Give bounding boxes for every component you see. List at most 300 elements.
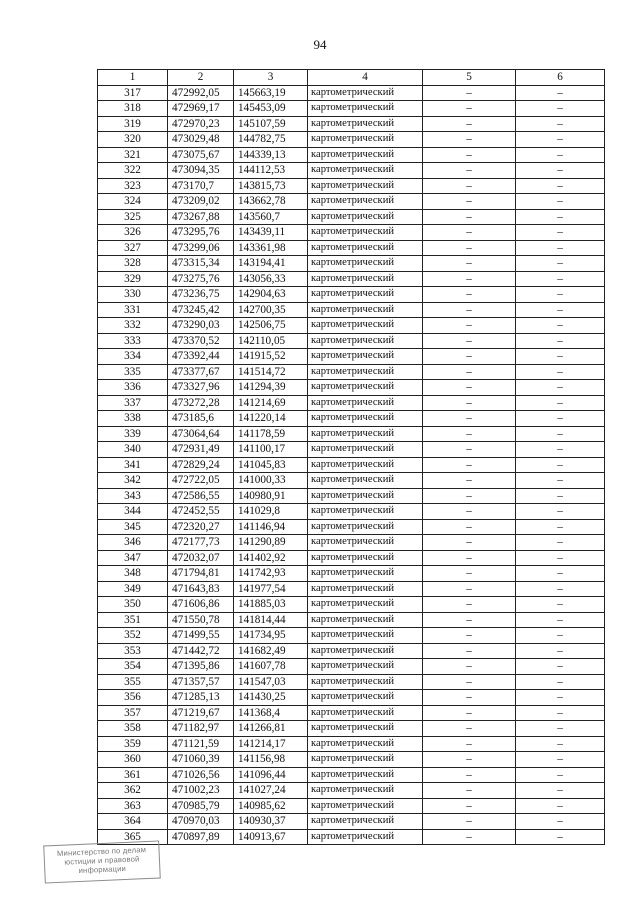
- table-row: [98, 566, 605, 582]
- table-row: [98, 333, 605, 349]
- point-number-cell: 342: [98, 473, 168, 489]
- point-number-cell: 324: [98, 194, 168, 210]
- method-cell: картометрический: [308, 736, 423, 752]
- col6-cell: –: [516, 380, 605, 396]
- col5-cell: –: [423, 504, 516, 520]
- col5-cell: –: [423, 488, 516, 504]
- x-coordinate-cell: 473275,76: [168, 271, 234, 287]
- y-coordinate-cell: 141607,78: [234, 659, 308, 675]
- method-cell: картометрический: [308, 628, 423, 644]
- y-coordinate-cell: 141742,93: [234, 566, 308, 582]
- method-cell: картометрический: [308, 411, 423, 427]
- x-coordinate-cell: 473267,88: [168, 209, 234, 225]
- method-cell: картометрический: [308, 566, 423, 582]
- y-coordinate-cell: 141146,94: [234, 519, 308, 535]
- x-coordinate-cell: 473290,03: [168, 318, 234, 334]
- table-row: [98, 349, 605, 365]
- table-row: [98, 395, 605, 411]
- col5-cell: –: [423, 674, 516, 690]
- point-number-cell: 345: [98, 519, 168, 535]
- x-coordinate-cell: 473029,48: [168, 132, 234, 148]
- table-row: [98, 442, 605, 458]
- table-row: [98, 752, 605, 768]
- point-number-cell: 355: [98, 674, 168, 690]
- y-coordinate-cell: 141029,8: [234, 504, 308, 520]
- point-number-cell: 357: [98, 705, 168, 721]
- method-cell: картометрический: [308, 194, 423, 210]
- col6-cell: –: [516, 674, 605, 690]
- x-coordinate-cell: 472177,73: [168, 535, 234, 551]
- x-coordinate-cell: 470970,03: [168, 814, 234, 830]
- x-coordinate-cell: 471643,83: [168, 581, 234, 597]
- point-number-cell: 346: [98, 535, 168, 551]
- y-coordinate-cell: 143194,41: [234, 256, 308, 272]
- x-coordinate-cell: 471060,39: [168, 752, 234, 768]
- point-number-cell: 318: [98, 101, 168, 117]
- y-coordinate-cell: 144112,53: [234, 163, 308, 179]
- col5-cell: –: [423, 566, 516, 582]
- y-coordinate-cell: 141814,44: [234, 612, 308, 628]
- method-cell: картометрический: [308, 225, 423, 241]
- method-cell: картометрический: [308, 721, 423, 737]
- col6-cell: –: [516, 566, 605, 582]
- col6-cell: –: [516, 829, 605, 845]
- col6-cell: –: [516, 659, 605, 675]
- col5-cell: –: [423, 101, 516, 117]
- col5-cell: –: [423, 581, 516, 597]
- table-row: [98, 829, 605, 845]
- method-cell: картометрический: [308, 767, 423, 783]
- col5-cell: –: [423, 256, 516, 272]
- col5-cell: –: [423, 519, 516, 535]
- col6-cell: –: [516, 612, 605, 628]
- col6-cell: –: [516, 767, 605, 783]
- y-coordinate-cell: 141214,69: [234, 395, 308, 411]
- col5-cell: –: [423, 411, 516, 427]
- coordinates-table: [97, 69, 605, 845]
- col5-cell: –: [423, 829, 516, 845]
- point-number-cell: 339: [98, 426, 168, 442]
- col5-cell: –: [423, 163, 516, 179]
- point-number-cell: 348: [98, 566, 168, 582]
- col5-cell: –: [423, 147, 516, 163]
- col6-cell: –: [516, 426, 605, 442]
- col5-cell: –: [423, 612, 516, 628]
- col5-cell: –: [423, 333, 516, 349]
- x-coordinate-cell: 472586,55: [168, 488, 234, 504]
- table-body: [98, 85, 605, 845]
- y-coordinate-cell: 141885,03: [234, 597, 308, 613]
- method-cell: картометрический: [308, 85, 423, 101]
- table-row: [98, 519, 605, 535]
- y-coordinate-cell: 142700,35: [234, 302, 308, 318]
- point-number-cell: 359: [98, 736, 168, 752]
- x-coordinate-cell: 473315,34: [168, 256, 234, 272]
- y-coordinate-cell: 141514,72: [234, 364, 308, 380]
- col6-cell: –: [516, 721, 605, 737]
- method-cell: картометрический: [308, 597, 423, 613]
- col6-cell: –: [516, 504, 605, 520]
- method-cell: картометрический: [308, 116, 423, 132]
- x-coordinate-cell: 472032,07: [168, 550, 234, 566]
- method-cell: картометрический: [308, 457, 423, 473]
- x-coordinate-cell: 471499,55: [168, 628, 234, 644]
- col5-cell: –: [423, 535, 516, 551]
- table-row: [98, 767, 605, 783]
- point-number-cell: 329: [98, 271, 168, 287]
- point-number-cell: 327: [98, 240, 168, 256]
- y-coordinate-cell: 141402,92: [234, 550, 308, 566]
- x-coordinate-cell: 471550,78: [168, 612, 234, 628]
- table-row: [98, 318, 605, 334]
- table-row: [98, 271, 605, 287]
- y-coordinate-cell: 145663,19: [234, 85, 308, 101]
- col5-cell: –: [423, 705, 516, 721]
- method-cell: картометрический: [308, 302, 423, 318]
- y-coordinate-cell: 145107,59: [234, 116, 308, 132]
- table-row: [98, 535, 605, 551]
- x-coordinate-cell: 471395,86: [168, 659, 234, 675]
- col5-cell: –: [423, 628, 516, 644]
- col6-cell: –: [516, 287, 605, 303]
- y-coordinate-cell: 143056,33: [234, 271, 308, 287]
- x-coordinate-cell: 473299,06: [168, 240, 234, 256]
- col6-cell: –: [516, 209, 605, 225]
- y-coordinate-cell: 141294,39: [234, 380, 308, 396]
- method-cell: картометрический: [308, 271, 423, 287]
- point-number-cell: 344: [98, 504, 168, 520]
- col6-cell: –: [516, 814, 605, 830]
- col5-cell: –: [423, 132, 516, 148]
- table-row: [98, 783, 605, 799]
- point-number-cell: 363: [98, 798, 168, 814]
- point-number-cell: 320: [98, 132, 168, 148]
- point-number-cell: 347: [98, 550, 168, 566]
- method-cell: картометрический: [308, 659, 423, 675]
- col6-cell: –: [516, 705, 605, 721]
- table-row: [98, 457, 605, 473]
- point-number-cell: 351: [98, 612, 168, 628]
- method-cell: картометрический: [308, 581, 423, 597]
- y-coordinate-cell: 143815,73: [234, 178, 308, 194]
- x-coordinate-cell: 470985,79: [168, 798, 234, 814]
- x-coordinate-cell: 473209,02: [168, 194, 234, 210]
- point-number-cell: 360: [98, 752, 168, 768]
- col6-cell: –: [516, 442, 605, 458]
- y-coordinate-cell: 141682,49: [234, 643, 308, 659]
- col5-cell: –: [423, 364, 516, 380]
- table-row: [98, 721, 605, 737]
- x-coordinate-cell: 472931,49: [168, 442, 234, 458]
- col6-cell: –: [516, 225, 605, 241]
- method-cell: картометрический: [308, 814, 423, 830]
- x-coordinate-cell: 473295,76: [168, 225, 234, 241]
- x-coordinate-cell: 472452,55: [168, 504, 234, 520]
- x-coordinate-cell: 472829,24: [168, 457, 234, 473]
- table-row: [98, 194, 605, 210]
- col5-cell: –: [423, 643, 516, 659]
- method-cell: картометрический: [308, 101, 423, 117]
- table-header-row: [98, 70, 605, 86]
- y-coordinate-cell: 141100,17: [234, 442, 308, 458]
- table-row: [98, 225, 605, 241]
- y-coordinate-cell: 141430,25: [234, 690, 308, 706]
- x-coordinate-cell: 473327,96: [168, 380, 234, 396]
- point-number-cell: 354: [98, 659, 168, 675]
- method-cell: картометрический: [308, 364, 423, 380]
- y-coordinate-cell: 141734,95: [234, 628, 308, 644]
- col6-cell: –: [516, 240, 605, 256]
- x-coordinate-cell: 471182,97: [168, 721, 234, 737]
- col5-cell: –: [423, 767, 516, 783]
- y-coordinate-cell: 143560,7: [234, 209, 308, 225]
- col5-cell: –: [423, 736, 516, 752]
- method-cell: картометрический: [308, 829, 423, 845]
- point-number-cell: 353: [98, 643, 168, 659]
- y-coordinate-cell: 141096,44: [234, 767, 308, 783]
- method-cell: картометрический: [308, 535, 423, 551]
- table-row: [98, 364, 605, 380]
- col5-cell: –: [423, 271, 516, 287]
- point-number-cell: 341: [98, 457, 168, 473]
- x-coordinate-cell: 472969,17: [168, 101, 234, 117]
- y-coordinate-cell: 144339,13: [234, 147, 308, 163]
- y-coordinate-cell: 140930,37: [234, 814, 308, 830]
- table-row: [98, 736, 605, 752]
- table-row: [98, 504, 605, 520]
- point-number-cell: 340: [98, 442, 168, 458]
- col5-cell: –: [423, 798, 516, 814]
- col6-cell: –: [516, 783, 605, 799]
- method-cell: картометрический: [308, 287, 423, 303]
- col5-cell: –: [423, 395, 516, 411]
- point-number-cell: 333: [98, 333, 168, 349]
- point-number-cell: 330: [98, 287, 168, 303]
- table-row: [98, 178, 605, 194]
- table-row: [98, 147, 605, 163]
- point-number-cell: 362: [98, 783, 168, 799]
- col6-cell: –: [516, 643, 605, 659]
- y-coordinate-cell: 142506,75: [234, 318, 308, 334]
- table-row: [98, 674, 605, 690]
- col5-cell: –: [423, 457, 516, 473]
- x-coordinate-cell: 473392,44: [168, 349, 234, 365]
- method-cell: картометрический: [308, 380, 423, 396]
- col5-cell: –: [423, 194, 516, 210]
- col5-cell: –: [423, 783, 516, 799]
- y-coordinate-cell: 141220,14: [234, 411, 308, 427]
- header-col-6: 6: [516, 70, 605, 86]
- y-coordinate-cell: 144782,75: [234, 132, 308, 148]
- col6-cell: –: [516, 798, 605, 814]
- x-coordinate-cell: 472970,23: [168, 116, 234, 132]
- x-coordinate-cell: 472722,05: [168, 473, 234, 489]
- method-cell: картометрический: [308, 395, 423, 411]
- y-coordinate-cell: 140913,67: [234, 829, 308, 845]
- x-coordinate-cell: 471794,81: [168, 566, 234, 582]
- table-row: [98, 380, 605, 396]
- table-row: [98, 256, 605, 272]
- y-coordinate-cell: 141368,4: [234, 705, 308, 721]
- x-coordinate-cell: 473377,67: [168, 364, 234, 380]
- x-coordinate-cell: 473094,35: [168, 163, 234, 179]
- x-coordinate-cell: 471606,86: [168, 597, 234, 613]
- table-row: [98, 163, 605, 179]
- col6-cell: –: [516, 163, 605, 179]
- point-number-cell: 335: [98, 364, 168, 380]
- method-cell: картометрический: [308, 132, 423, 148]
- col5-cell: –: [423, 209, 516, 225]
- col5-cell: –: [423, 240, 516, 256]
- point-number-cell: 336: [98, 380, 168, 396]
- x-coordinate-cell: 473170,7: [168, 178, 234, 194]
- method-cell: картометрический: [308, 612, 423, 628]
- col6-cell: –: [516, 550, 605, 566]
- col6-cell: –: [516, 752, 605, 768]
- point-number-cell: 352: [98, 628, 168, 644]
- table-row: [98, 581, 605, 597]
- table-row: [98, 209, 605, 225]
- table-row: [98, 411, 605, 427]
- col5-cell: –: [423, 318, 516, 334]
- point-number-cell: 358: [98, 721, 168, 737]
- table-row: [98, 814, 605, 830]
- table-row: [98, 628, 605, 644]
- point-number-cell: 319: [98, 116, 168, 132]
- table-row: [98, 488, 605, 504]
- col5-cell: –: [423, 442, 516, 458]
- y-coordinate-cell: 141547,03: [234, 674, 308, 690]
- point-number-cell: 317: [98, 85, 168, 101]
- header-col-4: 4: [308, 70, 423, 86]
- x-coordinate-cell: 473236,75: [168, 287, 234, 303]
- y-coordinate-cell: 141290,89: [234, 535, 308, 551]
- header-col-5: 5: [423, 70, 516, 86]
- point-number-cell: 343: [98, 488, 168, 504]
- method-cell: картометрический: [308, 519, 423, 535]
- col6-cell: –: [516, 488, 605, 504]
- col6-cell: –: [516, 581, 605, 597]
- table-row: [98, 612, 605, 628]
- y-coordinate-cell: 142904,63: [234, 287, 308, 303]
- method-cell: картометрический: [308, 798, 423, 814]
- col5-cell: –: [423, 721, 516, 737]
- x-coordinate-cell: 473272,28: [168, 395, 234, 411]
- y-coordinate-cell: 141214,17: [234, 736, 308, 752]
- point-number-cell: 338: [98, 411, 168, 427]
- y-coordinate-cell: 141000,33: [234, 473, 308, 489]
- x-coordinate-cell: 472320,27: [168, 519, 234, 535]
- col5-cell: –: [423, 690, 516, 706]
- col6-cell: –: [516, 349, 605, 365]
- method-cell: картометрический: [308, 147, 423, 163]
- col5-cell: –: [423, 302, 516, 318]
- table-row: [98, 597, 605, 613]
- col6-cell: –: [516, 736, 605, 752]
- y-coordinate-cell: 140985,62: [234, 798, 308, 814]
- col5-cell: –: [423, 287, 516, 303]
- y-coordinate-cell: 141156,98: [234, 752, 308, 768]
- col5-cell: –: [423, 473, 516, 489]
- col6-cell: –: [516, 395, 605, 411]
- header-col-1: 1: [98, 70, 168, 86]
- x-coordinate-cell: 471026,56: [168, 767, 234, 783]
- method-cell: картометрический: [308, 240, 423, 256]
- col5-cell: –: [423, 426, 516, 442]
- x-coordinate-cell: 473064,64: [168, 426, 234, 442]
- col6-cell: –: [516, 364, 605, 380]
- point-number-cell: 365: [98, 829, 168, 845]
- point-number-cell: 325: [98, 209, 168, 225]
- method-cell: картометрический: [308, 209, 423, 225]
- col6-cell: –: [516, 116, 605, 132]
- col6-cell: –: [516, 535, 605, 551]
- col6-cell: –: [516, 519, 605, 535]
- point-number-cell: 322: [98, 163, 168, 179]
- col6-cell: –: [516, 597, 605, 613]
- y-coordinate-cell: 141266,81: [234, 721, 308, 737]
- y-coordinate-cell: 140980,91: [234, 488, 308, 504]
- y-coordinate-cell: 143439,11: [234, 225, 308, 241]
- col5-cell: –: [423, 659, 516, 675]
- col5-cell: –: [423, 752, 516, 768]
- point-number-cell: 349: [98, 581, 168, 597]
- y-coordinate-cell: 143662,78: [234, 194, 308, 210]
- col5-cell: –: [423, 380, 516, 396]
- point-number-cell: 364: [98, 814, 168, 830]
- table-row: [98, 132, 605, 148]
- stamp: [43, 840, 161, 883]
- col6-cell: –: [516, 690, 605, 706]
- col6-cell: –: [516, 132, 605, 148]
- method-cell: картометрический: [308, 178, 423, 194]
- table-row: [98, 705, 605, 721]
- method-cell: картометрический: [308, 442, 423, 458]
- page-number: 94: [313, 37, 327, 52]
- x-coordinate-cell: 471121,59: [168, 736, 234, 752]
- table-row: [98, 287, 605, 303]
- header-col-3: 3: [234, 70, 308, 86]
- table-row: [98, 85, 605, 101]
- method-cell: картометрический: [308, 690, 423, 706]
- col6-cell: –: [516, 256, 605, 272]
- method-cell: картометрический: [308, 643, 423, 659]
- point-number-cell: 323: [98, 178, 168, 194]
- col6-cell: –: [516, 333, 605, 349]
- col6-cell: –: [516, 473, 605, 489]
- col5-cell: –: [423, 349, 516, 365]
- col6-cell: –: [516, 411, 605, 427]
- x-coordinate-cell: 471219,67: [168, 705, 234, 721]
- table-row: [98, 550, 605, 566]
- method-cell: картометрический: [308, 426, 423, 442]
- method-cell: картометрический: [308, 473, 423, 489]
- col5-cell: –: [423, 85, 516, 101]
- x-coordinate-cell: 471002,23: [168, 783, 234, 799]
- x-coordinate-cell: 473245,42: [168, 302, 234, 318]
- table-row: [98, 659, 605, 675]
- x-coordinate-cell: 471442,72: [168, 643, 234, 659]
- col5-cell: –: [423, 116, 516, 132]
- x-coordinate-cell: 471357,57: [168, 674, 234, 690]
- method-cell: картометрический: [308, 349, 423, 365]
- col6-cell: –: [516, 178, 605, 194]
- table-row: [98, 426, 605, 442]
- col6-cell: –: [516, 457, 605, 473]
- table-row: [98, 798, 605, 814]
- point-number-cell: 321: [98, 147, 168, 163]
- method-cell: картометрический: [308, 504, 423, 520]
